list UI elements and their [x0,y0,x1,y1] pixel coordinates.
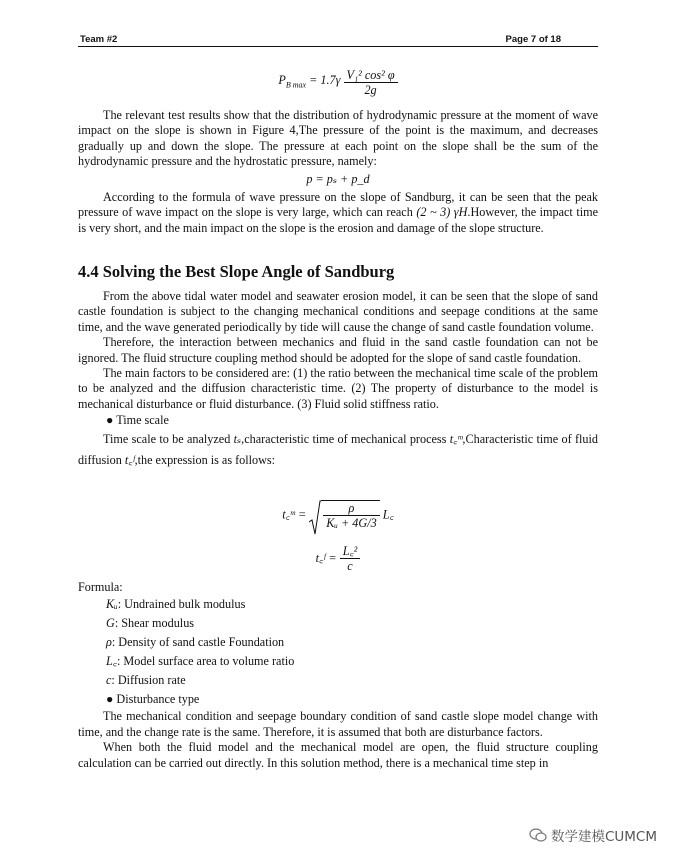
eq-tcf-fraction [340,544,361,573]
bullet-time-scale: ● Time scale [106,413,169,428]
header-page-number: Page 7 of 18 [505,34,561,45]
eq-pbmax-coef: = 1.7γ [309,72,341,87]
paragraph-6 [78,429,598,471]
symbol-tcf: t꜀ᶠ [124,453,135,468]
radical-icon [309,500,321,536]
paragraph-5: The main factors to be considered are: (1) the ratio between the mechanical time scale of the problem to be analyzed and the diffusion characteristic time. (2) The property of disturbance to the model is mechanical disturbance or fluid disturbance. (3) Fluid solid stiffness ratio. [78,366,598,411]
eq-tcf-lhs: t꜀ᶠ = [315,550,337,565]
eq-tcm-fraction [323,501,379,530]
eq-pbmax-den: 2g [364,83,377,97]
eq-tcm-lhs: t꜀ᵐ = [282,507,307,522]
header-rule [78,46,598,47]
watermark [529,825,657,845]
paragraph-2 [78,190,598,236]
eq-pbmax-fraction [344,68,398,97]
paragraph-3: From the above tidal water model and seawater erosion model, it can be seen that the slope of sand castle foundation is subject to the changing mechanical conditions and seepage conditions at the same time, and the wave generated periodically by tide will cause the change of sand castle foundation volume. [78,289,598,334]
paragraph-2-text-b: .However, the impact time is very short, and the main impact on the slope is the erosion and damage of the slope structure. [78,205,598,235]
paragraph-6-text-d: ,the expression is as follows: [134,453,276,468]
paragraph-6-text-b: ,characteristic time of mechanical process [241,432,447,447]
paragraph-8: When both the fluid model and the mechanical model are open, the fluid structure coupling calculation can be carried out directly. In this solution method, there is a mechanical time step in [78,740,598,770]
equation-tcm [78,500,598,530]
paragraph-6-text-c: ,Characteristic time of fluid diffusion [78,432,599,468]
paragraph-1: The relevant test results show that the distribution of hydrodynamic pressure at the moment of wave impact on the slope is shown in Figure 4,The pressure of the point is the maximum, and decreases gradually up and down the slope. The pressure at each point on the slope shall be the sum of the hydrodynamic pressure and the hydrostatic pressure, namely: [78,108,598,169]
equation-tcf [78,544,598,573]
eq-pbmax-num: V₁² cos² φ [344,68,398,83]
paragraph-7: The mechanical condition and seepage boundary condition of sand castle slope model change with time, and the change rate is the same. Therefore, it is assumed that both are disturbance factors. [78,709,598,739]
definition-list [106,595,598,690]
eq-tcf-num: L꜀² [340,544,361,559]
definition-item: Kᵤ: Undrained bulk modulus [106,597,246,612]
header-team: Team #2 [80,34,118,45]
watermark-text: 数学建模CUMCM [550,829,657,845]
symbol-ts: tₛ [233,432,242,447]
paragraph-6-text-a: Time scale to be analyzed [103,432,231,447]
equation-p: p = pₛ + p_d [306,171,370,186]
symbol-tcm: t꜀ᵐ [449,432,463,447]
eq-pbmax-lhs: P [278,72,286,87]
eq-tcm-num: ρ [323,501,379,516]
formula-label: Formula: [78,580,123,594]
definition-item: G: Shear modulus [106,616,195,631]
section-title: 4.4 Solving the Best Slope Angle of Sandburg [78,262,395,281]
paragraph-2-math: (2 ~ 3) γH [416,205,468,220]
eq-tcm-tail: L꜀ [382,507,394,522]
definition-item: L꜀: Model surface area to volume ratio [106,654,295,669]
wechat-icon [529,827,547,843]
equation-pbmax [78,68,598,97]
definition-item: c: Diffusion rate [106,673,186,688]
paragraph-2-text-a: According to the formula of wave pressure on the slope of Sandburg, it can be seen that the peak pressure of wave impact on the slope is very large, which can reach [78,190,598,220]
eq-tcf-den: c [347,559,353,573]
definition-item: ρ: Density of sand castle Foundation [106,635,285,650]
eq-pbmax-sub: B max [285,80,307,90]
paragraph-4: Therefore, the interaction between mechanics and fluid in the sand castle foundation can not be ignored. The fluid structure coupling method should be adopted for the slope of sand castle foundation. [78,335,598,365]
eq-tcm-den: Kᵤ + 4G/3 [326,516,377,530]
sqrt-sign [309,500,379,530]
bullet-disturbance-type: ● Disturbance type [106,692,200,707]
